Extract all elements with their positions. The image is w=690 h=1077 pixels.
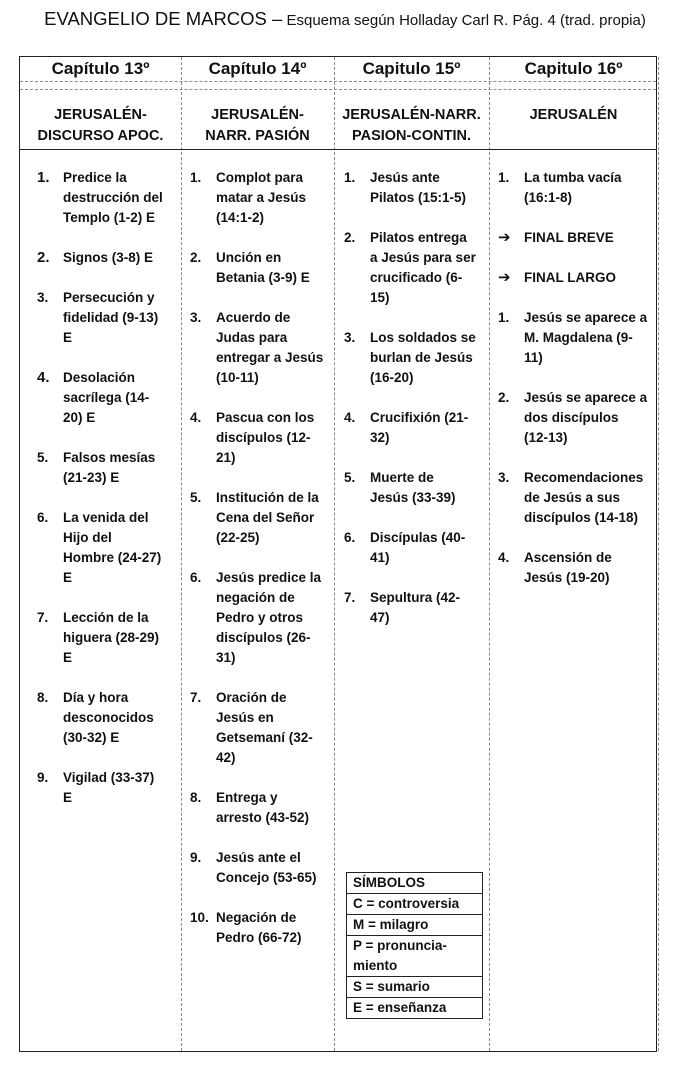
section-heading-line: JERUSALÉN-NARR.: [342, 107, 481, 123]
list-item: [37, 248, 177, 268]
item-number: 7.: [344, 590, 356, 605]
item-text-line: Recomendaciones: [524, 470, 644, 485]
item-text: [216, 408, 332, 468]
item-text-line: Hijo del: [63, 530, 112, 545]
item-text-line: Cena del Señor: [216, 510, 315, 525]
item-text-line: (16:1-8): [524, 190, 573, 205]
item-number: 3.: [37, 290, 49, 305]
list-item: [190, 688, 332, 768]
section-heading: [334, 105, 489, 147]
item-text-line: Concejo (53-65): [216, 870, 317, 885]
item-number: 6.: [190, 570, 202, 585]
item-text-line: FINAL BREVE: [524, 230, 614, 245]
item-text-line: Jesús (33-39): [370, 490, 456, 505]
item-number: 4.: [498, 550, 510, 565]
item-number: 9.: [37, 770, 49, 785]
item-text-line: crucificado (6-: [370, 270, 463, 285]
item-number: 1.: [498, 310, 510, 325]
item-text-line: discípulos (26-: [216, 630, 311, 645]
item-text-line: 15): [370, 290, 390, 305]
item-text: [524, 548, 656, 588]
item-text-line: Jesús ante: [370, 170, 440, 185]
symbol-entry-line: P = pronuncia-: [353, 938, 447, 953]
item-number: 1.: [37, 169, 50, 186]
item-text-line: La tumba vacía: [524, 170, 622, 185]
list-item: [498, 228, 656, 248]
symbol-entry: [347, 894, 482, 915]
item-text-line: Complot para: [216, 170, 304, 185]
item-text: [524, 168, 656, 208]
list-item: [190, 408, 332, 468]
item-text: [370, 228, 486, 308]
item-text: [63, 168, 177, 228]
list-item: [498, 468, 656, 528]
item-text-line: 11): [524, 350, 543, 365]
list-item: [37, 608, 177, 668]
item-text-line: Predice la: [63, 170, 127, 185]
list-item: [498, 168, 656, 208]
symbols-legend-title: SÍMBOLOS: [347, 873, 482, 894]
symbol-entry-line: miento: [353, 958, 398, 973]
list-item: [190, 908, 332, 948]
item-text-line: de Jesús a sus: [524, 490, 621, 505]
item-text-line: arresto (43-52): [216, 810, 310, 825]
item-text-line: matar a Jesús: [216, 190, 307, 205]
list-item: [37, 688, 177, 748]
item-number: 2.: [190, 250, 202, 265]
item-text-line: fidelidad (9-13): [63, 310, 159, 325]
column-divider: [181, 57, 182, 1051]
item-text: [524, 268, 656, 288]
item-text-line: Jesús se aparece a: [524, 310, 648, 325]
item-text-line: sacrílega (14-: [63, 390, 150, 405]
item-text: [216, 308, 332, 388]
item-text-line: Getsemaní (32-: [216, 730, 313, 745]
item-text-line: Pascua con los: [216, 410, 315, 425]
item-text-line: FINAL LARGO: [524, 270, 616, 285]
item-text-line: Jesús ante el: [216, 850, 301, 865]
item-number: 4.: [344, 410, 356, 425]
item-text: [524, 228, 656, 248]
item-text-line: Entrega y: [216, 790, 278, 805]
item-text: [63, 368, 177, 428]
symbol-entry: [347, 977, 482, 998]
symbol-entry-line: S = sumario: [353, 979, 430, 994]
list-item: [37, 288, 177, 348]
list-item: [498, 548, 656, 588]
chapter-header: Capitulo 15º: [362, 59, 461, 78]
item-text-line: Jesús en: [216, 710, 274, 725]
item-text: [63, 688, 177, 748]
chapter-outline-list: [344, 168, 486, 648]
item-text-line: burlan de Jesús: [370, 350, 473, 365]
symbol-entry: [347, 936, 482, 977]
row-divider: [20, 89, 656, 90]
item-text: [524, 388, 656, 448]
list-item: [190, 488, 332, 548]
list-item: [190, 168, 332, 228]
item-number: 8.: [190, 790, 202, 805]
item-text-line: Pedro (66-72): [216, 930, 302, 945]
item-text: [216, 168, 332, 228]
list-item: [344, 408, 486, 448]
item-text-line: Oración de: [216, 690, 287, 705]
item-text-line: 32): [370, 430, 390, 445]
item-text-line: Betania (3-9) E: [216, 270, 310, 285]
item-text-line: (12-13): [524, 430, 568, 445]
item-text-line: Jesús predice la: [216, 570, 322, 585]
chapter-outline-list: [190, 168, 332, 968]
outline-table: [19, 56, 657, 1052]
list-item: [190, 248, 332, 288]
title-main: EVANGELIO DE MARCOS –: [44, 8, 283, 29]
item-number: 5.: [344, 470, 356, 485]
section-heading-line: JERUSALÉN: [529, 107, 618, 123]
section-heading-line: DISCURSO APOC.: [37, 128, 164, 144]
item-text: [370, 168, 486, 208]
item-text-line: Templo (1-2) E: [63, 210, 156, 225]
item-text-line: Desolación: [63, 370, 136, 385]
item-number: 5.: [37, 450, 49, 465]
list-item: [498, 308, 656, 368]
item-text: [63, 508, 177, 588]
item-text-line: Unción en: [216, 250, 282, 265]
list-item: [190, 848, 332, 888]
chapter-header: Capitulo 16º: [524, 59, 623, 78]
item-text: [216, 788, 332, 828]
item-text-line: destrucción del: [63, 190, 163, 205]
item-text: [216, 908, 332, 948]
item-text: [63, 608, 177, 668]
arrow-icon: ➔: [498, 269, 511, 286]
item-text-line: dos discípulos: [524, 410, 619, 425]
item-text-line: E: [63, 650, 73, 665]
item-text-line: Institución de la: [216, 490, 319, 505]
column-divider: [334, 57, 335, 1051]
item-text-line: higuera (28-29): [63, 630, 160, 645]
item-number: 10.: [190, 910, 209, 925]
item-text-line: Pilatos (15:1-5): [370, 190, 467, 205]
item-text-line: Muerte de: [370, 470, 434, 485]
item-text: [63, 248, 177, 268]
column-divider: [658, 57, 659, 1051]
item-text-line: 42): [216, 750, 236, 765]
symbol-entry: [347, 915, 482, 936]
row-divider: [20, 149, 656, 150]
item-text-line: La venida del: [63, 510, 149, 525]
list-item: [344, 528, 486, 568]
symbol-entry-line: C = controversia: [353, 896, 460, 911]
item-text-line: Acuerdo de: [216, 310, 291, 325]
item-text-line: Pilatos entrega: [370, 230, 467, 245]
item-text-line: (14:1-2): [216, 210, 265, 225]
item-text-line: Sepultura (42-: [370, 590, 461, 605]
list-item: [344, 588, 486, 628]
item-text: [216, 248, 332, 288]
item-text: [63, 448, 177, 488]
item-text-line: Vigilad (33-37): [63, 770, 155, 785]
column-divider: [489, 57, 490, 1051]
item-text-line: Judas para: [216, 330, 288, 345]
list-item: [190, 308, 332, 388]
item-text: [216, 848, 332, 888]
item-text-line: E: [63, 570, 73, 585]
item-number: 7.: [37, 610, 49, 625]
item-number: 1.: [498, 170, 510, 185]
chapter-outline-list: [37, 168, 177, 828]
list-item: [344, 468, 486, 508]
list-item: [190, 568, 332, 668]
list-item: [37, 448, 177, 488]
chapter-header: Capítulo 14º: [208, 59, 307, 78]
item-number: 3.: [344, 330, 356, 345]
list-item: [190, 788, 332, 828]
symbols-legend: [346, 872, 483, 1019]
item-text: [370, 408, 486, 448]
item-text-line: 47): [370, 610, 390, 625]
item-number: 1.: [344, 170, 356, 185]
document-title: [0, 8, 690, 30]
list-item: [37, 508, 177, 588]
item-text-line: Discípulas (40-: [370, 530, 466, 545]
item-text: [216, 568, 332, 668]
list-item: [344, 328, 486, 388]
list-item: [498, 388, 656, 448]
list-item: [37, 368, 177, 428]
item-text-line: 41): [370, 550, 390, 565]
item-text-line: Jesús se aparece a: [524, 390, 648, 405]
symbol-entry-line: E = enseñanza: [353, 1000, 447, 1015]
item-number: 4.: [37, 369, 50, 386]
item-text: [216, 688, 332, 768]
section-heading: [181, 105, 334, 147]
item-text-line: Signos (3-8) E: [63, 250, 154, 265]
item-text-line: negación de: [216, 590, 295, 605]
chapter-outline-list: [498, 168, 656, 608]
item-text: [370, 328, 486, 388]
item-text-line: Crucifixión (21-: [370, 410, 469, 425]
item-text-line: Jesús (19-20): [524, 570, 610, 585]
item-number: 1.: [190, 170, 202, 185]
item-number: 3.: [498, 470, 510, 485]
item-number: 5.: [190, 490, 202, 505]
item-text-line: (10-11): [216, 370, 259, 385]
item-text-line: Negación de: [216, 910, 297, 925]
item-text-line: discípulos (14-18): [524, 510, 639, 525]
item-text-line: Pedro y otros: [216, 610, 304, 625]
list-item: [344, 228, 486, 308]
item-text: [63, 288, 177, 348]
arrow-icon: ➔: [498, 229, 511, 246]
item-text-line: (16-20): [370, 370, 414, 385]
item-text-line: Los soldados se: [370, 330, 476, 345]
item-text-line: Hombre (24-27): [63, 550, 162, 565]
item-text-line: (21-23) E: [63, 470, 120, 485]
item-number: 7.: [190, 690, 202, 705]
item-text: [63, 768, 177, 808]
item-number: 6.: [37, 510, 49, 525]
item-text-line: M. Magdalena (9-: [524, 330, 633, 345]
section-heading-line: JERUSALÉN-: [54, 107, 147, 123]
item-text: [370, 528, 486, 568]
list-item: [37, 168, 177, 228]
item-number: 9.: [190, 850, 202, 865]
item-text: [524, 308, 656, 368]
item-text-line: Ascensión de: [524, 550, 612, 565]
item-number: 3.: [190, 310, 202, 325]
item-number: 2.: [37, 249, 50, 266]
list-item: [498, 268, 656, 288]
item-text-line: (30-32) E: [63, 730, 120, 745]
item-text-line: 21): [216, 450, 236, 465]
item-number: 2.: [498, 390, 510, 405]
item-text-line: Falsos mesías: [63, 450, 156, 465]
item-number: 4.: [190, 410, 202, 425]
item-text-line: a Jesús para ser: [370, 250, 476, 265]
item-text-line: Lección de la: [63, 610, 149, 625]
item-number: 6.: [344, 530, 356, 545]
item-text: [524, 468, 656, 528]
item-text-line: E: [63, 330, 73, 345]
item-number: 8.: [37, 690, 49, 705]
section-heading-line: PASION-CONTIN.: [352, 128, 471, 144]
item-text-line: E: [63, 790, 73, 805]
item-text-line: discípulos (12-: [216, 430, 311, 445]
item-text-line: Persecución y: [63, 290, 155, 305]
symbol-entry-line: M = milagro: [353, 917, 429, 932]
list-item: [37, 768, 177, 808]
item-text-line: Día y hora: [63, 690, 129, 705]
item-number: 2.: [344, 230, 356, 245]
item-text-line: entregar a Jesús: [216, 350, 324, 365]
item-text-line: (22-25): [216, 530, 260, 545]
item-text: [370, 588, 486, 628]
section-heading-line: JERUSALÉN-: [211, 107, 304, 123]
section-heading: [489, 105, 658, 126]
section-heading: [20, 105, 181, 147]
item-text-line: desconocidos: [63, 710, 154, 725]
title-subtitle: Esquema según Holladay Carl R. Pág. 4 (trad. propia): [282, 12, 646, 29]
item-text: [370, 468, 486, 508]
section-heading-line: NARR. PASIÓN: [205, 128, 310, 144]
symbol-entry: [347, 998, 482, 1019]
list-item: [344, 168, 486, 208]
item-text: [216, 488, 332, 548]
row-divider: [20, 81, 656, 82]
chapter-header: Capítulo 13º: [51, 59, 150, 78]
item-text-line: 20) E: [63, 410, 96, 425]
item-text-line: 31): [216, 650, 236, 665]
